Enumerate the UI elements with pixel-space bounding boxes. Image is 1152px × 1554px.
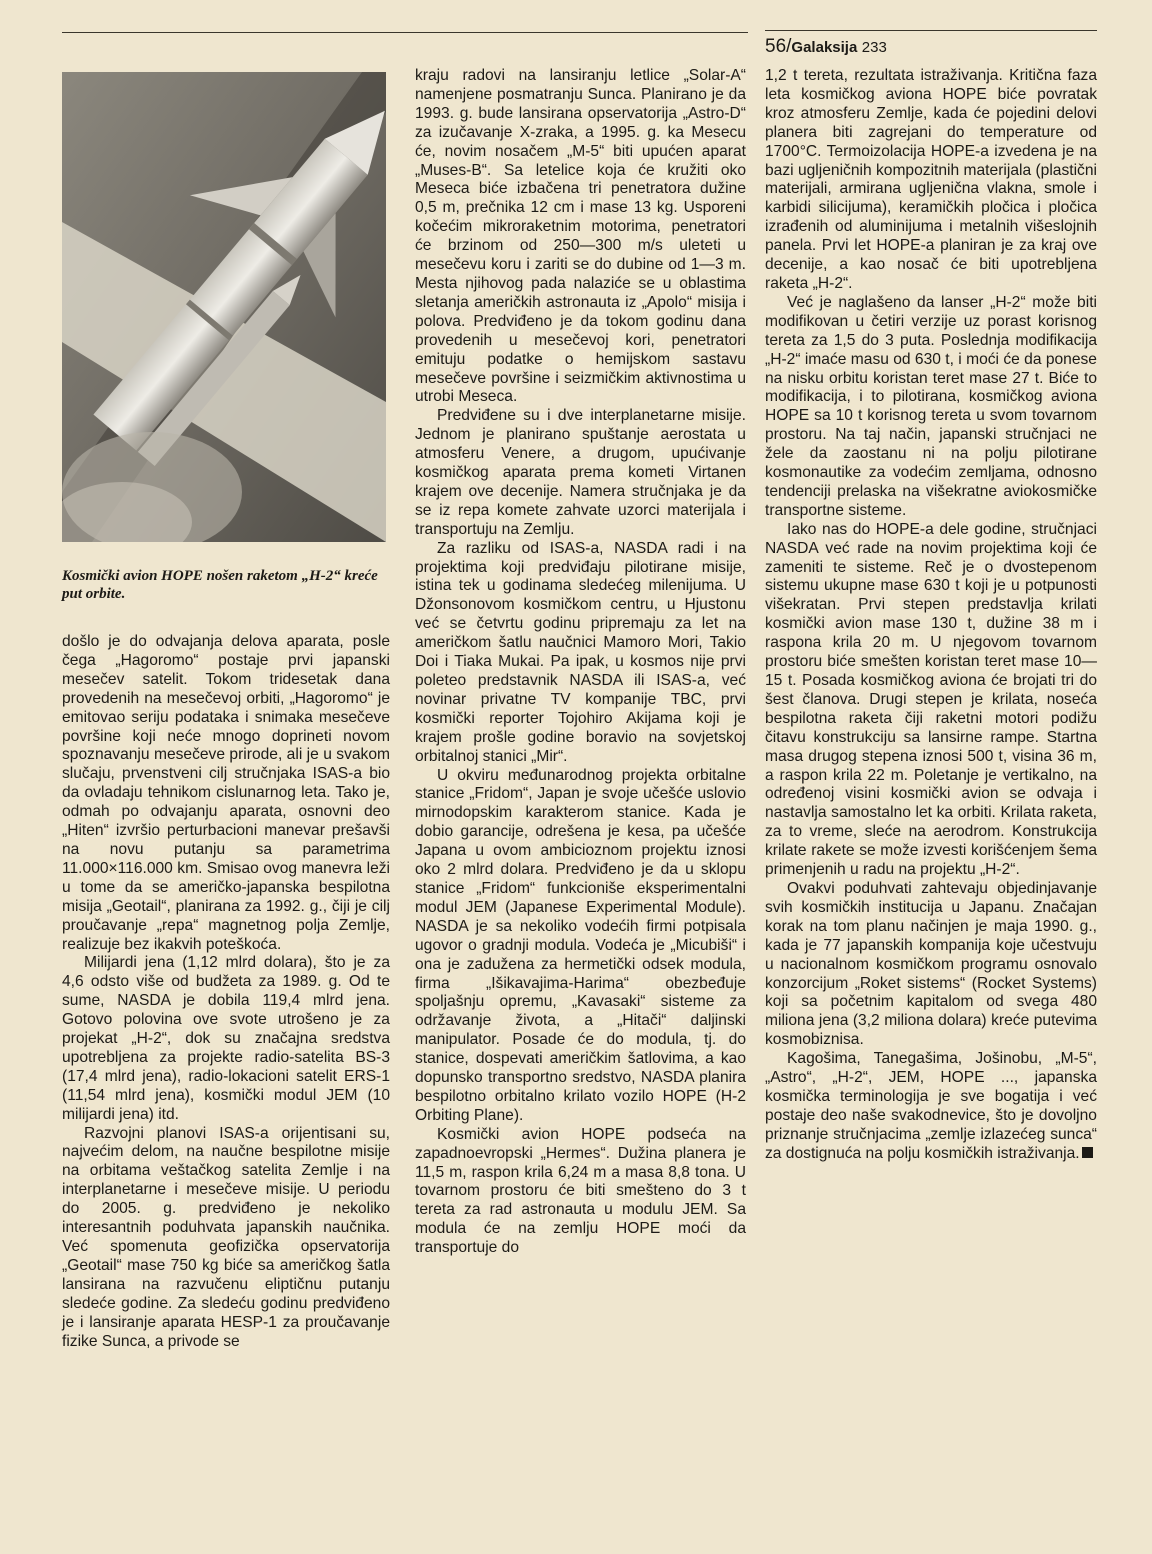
- paragraph: Ovakvi poduhvati zahtevaju objedinjavanje svih kosmičkih institucija u Japanu. Značajan korak na tom planu načinjen je maja 1990. g., kada je 77 japanskih kompanija koje učestvuju u nacionalnom kosmičkom programu osnovalo konzorcijum „Roket sistems“ (Rocket Systems) koji sa početnim kapitalom od svega 480 miliona jena (3,2 miliona dolara) kreće putevima kosmobiznisa.: [765, 879, 1097, 1049]
- paragraph: U okviru međunarodnog projekta orbitalne stanice „Fridom“, Japan je svoje učešće uslovio mirnodopskim karakterom stanice. Kada je dobio garancije, odrešena je kesa, pa učešće Japana u ovom ambicioznom projektu iznosi oko 2 mlrd dolara. Predviđeno je da u sklopu stanice „Fridom“ funkcioniše eksperimentalni modul JEM (Japanese Experimental Module). NASDA je sa nekoliko vodećih firmi potpisala ugovor o gradnji modula. Vodeća je „Micubiši“ i ona je zadužena za hermetički odsek modula, firma „Išikavajima-Harima“ obezbeđuje spoljašnju opremu, „Kavasaki“ sisteme za održavanje života, a „Hitači“ daljinski manipulator. Posade će do modula, tj. do stanice, dospevati američkim šatlovima, a kao dopunsko transportno sredstvo, NASDA planira bespilotno orbitalno krilato vozilo HOPE (H-2 Orbiting Plane).: [415, 766, 746, 1124]
- paragraph: Kosmički avion HOPE podseća na zapadnoevropski „Hermes“. Dužina planera je 11,5 m, raspon krila 6,24 m a masa 8,8 tona. U tovarnom prostoru će biti smešteno do 3 t tereta za rad astronauta u modulu JEM. Sa modula će na zemlju HOPE moći da transportuje do: [415, 1125, 746, 1257]
- paragraph: Razvojni planovi ISAS-a orijentisani su, najvećim delom, na naučne bespilotne misije na orbitama veštačkog satelita Zemlje i na interplanetarne i mesečeve misije. U periodu do 2005. g. predviđeno je nekoliko interesantnih poduhvata japanskih naučnika. Već spomenuta geofizička opservatorija „Geotail“ mase 750 kg biće sa američkog šatla lansirana na razvučenu eliptičnu putanju sledeće godine. Za sledeću godinu predviđeno je i lansiranje aparata HESP-1 za proučavanje fizike Sunca, a privode se: [62, 1124, 390, 1350]
- paragraph: Već je naglašeno da lanser „H-2“ može biti modifikovan u četiri verzije uz porast korisnog tereta za 1,5 do 3 puta. Poslednja modifikacija „H-2“ imaće masu od 630 t, i moći će da ponese na nisku orbitu koristan teret mase 27 t. Biće to modifikacija, i to pilotirana, kosmičkog aviona HOPE sa 10 t korisnog tereta u svom tovarnom prostoru. Na taj način, japanski stručnjaci ne žele da zaostanu ni na polju pilotirane kosmonautike za vodećim zemljama, odnosno tendenciji prelaska na višekratne aviokosmičke transportne sisteme.: [765, 293, 1097, 519]
- last-paragraph: [765, 1050, 1097, 1163]
- top-rule-left: [62, 32, 748, 33]
- article-column-3: [765, 67, 1097, 1164]
- paragraph: Iako nas do HOPE-a dele godine, stručnjaci NASDA već rade na novim projektima koji će zameniti te sisteme. Reč je o dvostepenom sistemu ukupne mase 630 t koji je u potpunosti višekratan. Prvi stepen predstavlja krilati kosmički avion mase 130 t, dužine 38 m i raspona krila 20 m. U njegovom tovarnom prostoru biće smešten koristan teret mase 10—15 t. Posada kosmičkog aviona će brojati tri do šest članova. Drugi stepen je krilata, noseća bespilotna raketa čiji raketni motori podižu čitavu konstrukciju sa lansirne rampe. Startna masa drugog stepena iznosi 500 t, visina 36 m, a raspon krila 22 m. Poletanje je vertikalno, na određenoj visini kosmički avion se odvaja i nastavlja samostalno let ka orbiti. Krilata raketa, za to vreme, sleće na aerodrom. Konstrukcija krilate rakete se može izvesti korišćenjem šema primenjenih u radu na projektu „H-2“.: [765, 520, 1097, 879]
- issue-number: 56/: [765, 36, 792, 57]
- page-number: 233: [861, 39, 887, 56]
- paragraph-text: Kagošima, Tanegašima, Jošinobu, „M-5“, „Astro“, „H-2“, JEM, HOPE ..., japanska kosmička terminologija je sve bogatija i već postaje deo naše svakodnevice, što je dovoljno priznanje stručnjacima „zemlje izlazećeg sunca“ za dostignuća na polju kosmičkih istraživanja.: [765, 1050, 1097, 1162]
- top-rule-right: [765, 30, 1097, 31]
- paragraph: Predviđene su i dve interplanetarne misije. Jednom je planirano spuštanje aerostata u atmosferu Venere, a drugom, upućivanje kosmičkog aparata prema kometi Virtanen krajem ove decenije. Namera stručnjaka je da se iz repa komete zahvate uzorci materijala i transportuju na Zemlju.: [415, 407, 746, 538]
- hope-photo: [62, 72, 386, 542]
- end-of-article-mark: [1082, 1147, 1093, 1158]
- rocket-launch-illustration: [62, 72, 386, 542]
- paragraph: Za razliku od ISAS-a, NASDA radi i na projektima koji predviđaju pilotirane misije, istina tek u godinama sledećeg milenijuma. U Džonsonovom kosmičkom centru, u Hjustonu već se četvrtu godinu pripremaju za let na američkom šatlu naučnici Mamoro Mori, Takio Doi i Tiaka Mukai. Pa ipak, u kosmos nije prvi poleteo predstavnik NASDA ili ISAS-a, već novinar privatne TV kompanije TBC, prvi kosmički reporter Tojohiro Akijama koji je krajem prošle godine boravio na sovjetskoj orbitalnoj stanici „Mir“.: [415, 539, 746, 765]
- paragraph: kraju radovi na lansiranju letlice „Solar-A“ namenjene posmatranju Sunca. Planirano je da 1993. g. bude lansirana opservatorija „Astro-D“ za izučavanje X-zraka, a 1995. g. ka Mesecu će, novim nosačem „M-5“ biti upućen aparat „Muses-B“. Sa letelice koja će kružiti oko Meseca biće izbačena tri penetratora dužine 0,5 m, prečnika 12 cm i mase 13 kg. Usporeni kočećim mikroraketnim motorima, penetratori će brzinom od 250—300 m/s uleteti u mesečevu koru i zariti se do dubine od 1—3 m. Mesta njihovog pada nalaziće se u oblastima sletanja američkih astronauta iz „Apolo“ misija i polova. Predviđeno je da tokom godinu dana provedenih u mesečevoj kori, penetratori emituju podatke o hemijskom sastavu mesečeve površine i seizmičkim aktivnostima u utrobi Meseca.: [415, 67, 746, 406]
- article-column-2: [415, 67, 746, 1258]
- paragraph: došlo je do odvajanja delova aparata, posle čega „Hagoromo“ postaje prvi japanski mesečev satelit. Tokom tridesetak dana provedenih na mesečevoj orbiti, „Hagoromo“ je emitovao seriju podataka i snimaka mesečeve površine koji neće mnogo doprineti novom spoznavanju mesečeve prirode, ali je u svakom slučaju, prvenstveni cilj stručnjaka ISAS-a bio da ovladaju tehnikom cislunarnog leta. Tako je, odmah po odvajanju aparata, osnovni deo „Hiten“ izvršio perturbacioni manevar prešavši na novu putanju sa parametrima 11.000×116.000 km. Smisao ovog manevra leži u tome da se američko-japanska bespilotna misija „Geotail“, planirana za 1992. g., čiji je cilj proučavanje „repa“ magnetnog polja Zemlje, realizuje bez ikakvih poteškoća.: [62, 633, 390, 953]
- paragraph: 1,2 t tereta, rezultata istraživanja. Kritična faza leta kosmičkog aviona HOPE biće povratak kroz atmosferu Zemlje, kada će pojedini delovi planera biti zagrejani do temperature od 1700°C. Termoizolacija HOPE-a izvedena je na bazi ugljeničnih kompozitnih materijala (plastični materijali, armirana ugljenična vlakna, smole i karbidi silicijuma), keramičkih pločica i pločica izrađenih od aluminijuma i metalnih višeslojnih panela. Prvi let HOPE-a planiran je za kraj ove decenije, a kao nosač će biti upotrebljena raketa „H-2“.: [765, 67, 1097, 292]
- magazine-name: Galaksija: [791, 39, 858, 56]
- article-column-1: [62, 633, 390, 1351]
- paragraph: Milijardi jena (1,12 mlrd dolara), što je za 4,6 odsto više od budžeta za 1989. g. Od te sume, NASDA je dobila 119,4 mlrd jena. Gotovo polovina ove svote utrošeno je za projekat „H-2“, dok su značajna sredstva upotrebljena za projekte radio-satelita BS-3 (17,4 mlrd jena), radio-lokacioni satelit ERS-1 (11,54 mlrd jena), kosmički modul JEM (10 milijardi jena) itd.: [62, 954, 390, 1123]
- page-header: [765, 36, 887, 58]
- figure-caption: Kosmički avion HOPE nošen raketom „H-2“ kreće put orbite.: [62, 568, 378, 602]
